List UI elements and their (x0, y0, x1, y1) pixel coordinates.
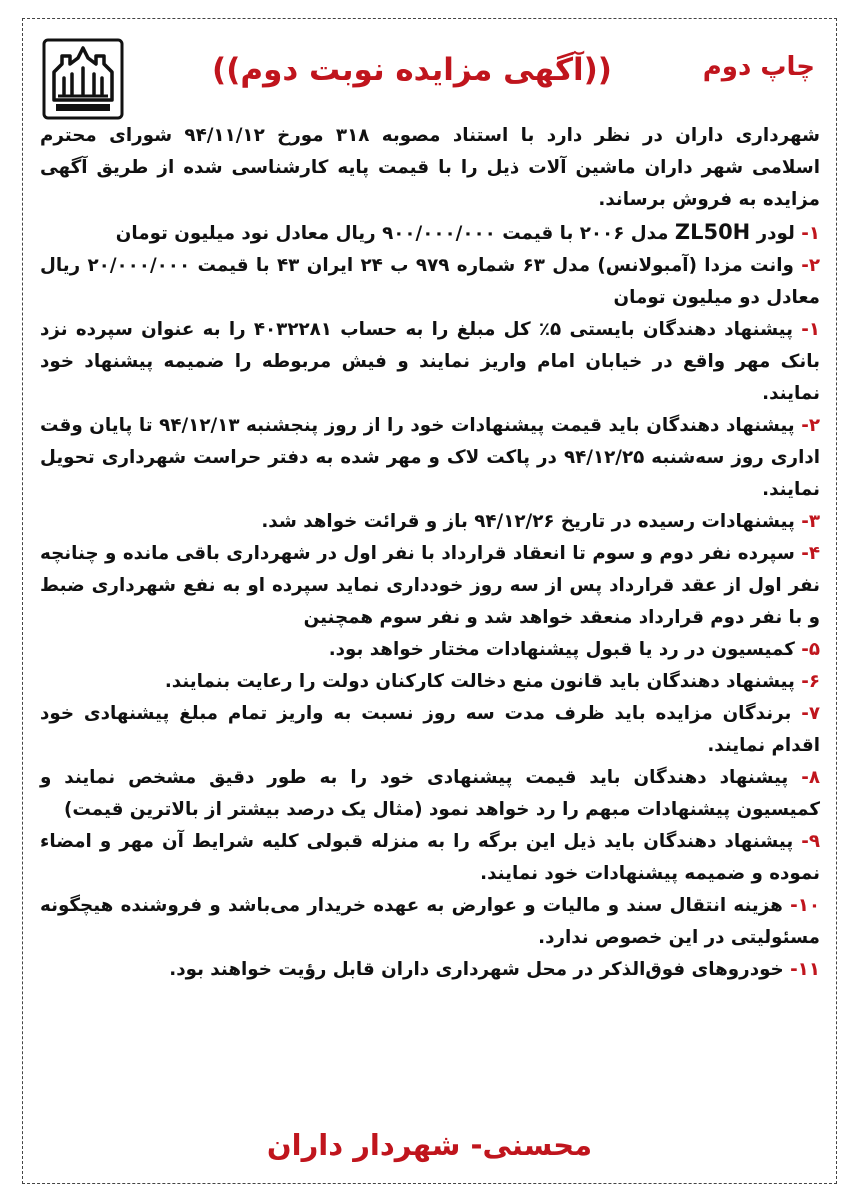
condition-number: ۷- (791, 703, 820, 724)
item-number: ۱- (794, 223, 820, 244)
condition-number: ۱۰- (782, 895, 821, 916)
condition-item (40, 954, 820, 986)
condition-text: پیشنهاد دهندگان باید ذیل این برگه را به منزله قبولی کلیه شرایط آن مهر و امضاء نموده و ضمیمه پیشنهادات خود نمایند. (40, 831, 820, 884)
condition-text: پیشنهاد دهندگان باید قیمت پیشنهادی خود را به طور دقیق مشخص نمایند و کمیسیون پیشنهادات مبهم را رد خواهد نمود (مثال یک درصد بیشتر از بالاترین قیمت) (40, 767, 820, 820)
condition-number: ۲- (794, 415, 820, 436)
condition-text: برندگان مزایده باید ظرف مدت سه روز نسبت به واریز تمام مبلغ پیشنهادی خود اقدام نمایند. (40, 703, 820, 756)
condition-text: خودروهای فوق‌الذکر در محل شهرداری داران قابل رؤیت خواهند بود. (169, 959, 784, 980)
condition-text: پیشنهادات رسیده در تاریخ ۹۴/۱۲/۲۶ باز و قرائت خواهد شد. (261, 511, 795, 532)
notice-body (40, 120, 820, 986)
municipality-logo-icon (42, 38, 124, 120)
condition-number: ۳- (794, 511, 820, 532)
condition-text: کمیسیون در رد یا قبول پیشنهادات مختار خواهد بود. (328, 639, 795, 660)
notice-header (22, 22, 837, 122)
list-item (40, 216, 820, 250)
condition-number: ۱- (793, 319, 821, 340)
condition-number: ۴- (794, 543, 821, 564)
condition-item (40, 666, 820, 698)
item-text-pre: لودر (750, 223, 795, 244)
condition-text: پیشنهاد دهندگان باید قیمت پیشنهادات خود را از روز پنجشنبه ۹۴/۱۲/۱۳ تا پایان وقت اداری روز سه‌شنبه ۹۴/۱۲/۲۵ در پاکت لاک و مهر شده به دفتر حراست شهرداری تحویل نمایند. (40, 415, 820, 500)
item-number: ۲- (793, 255, 820, 276)
condition-number: ۱۱- (783, 959, 820, 980)
item-text-post: مدل ۲۰۰۶ با قیمت ۹۰۰/۰۰۰/۰۰۰ ریال معادل نود میلیون تومان (115, 223, 675, 244)
intro-paragraph: شهرداری داران در نظر دارد با استناد مصوبه ۳۱۸ مورخ ۹۴/۱۱/۱۲ شورای محترم اسلامی شهر داران ماشین آلات ذیل را با قیمت پایه کارشناسی شده از طریق آگهی مزایده به فروش برساند. (40, 125, 820, 210)
condition-text: هزینه انتقال سند و مالیات و عوارض به عهده خریدار می‌باشد و فروشنده هیچگونه مسئولیتی در این خصوص ندارد. (40, 895, 820, 948)
signature-line: محسنی- شهردار داران (266, 1128, 593, 1162)
notice-title: ((آگهی مزایده نوبت دوم)) (212, 52, 612, 88)
condition-text: پیشنهاد دهندگان بایستی ۵٪ کل مبلغ را به حساب ۴۰۳۲۲۸۱ را به عنوان سپرده نزد بانک مهر واقع در خیابان امام واریز نمایند و فیش مربوطه را ضمیمه پیشنهاد خود نمایند. (40, 319, 820, 404)
condition-item (40, 698, 820, 762)
condition-number: ۹- (793, 831, 820, 852)
condition-item (40, 538, 820, 634)
condition-item (40, 826, 820, 890)
condition-number: ۵- (794, 639, 820, 660)
list-item (40, 250, 820, 314)
item-text: وانت مزدا (آمبولانس) مدل ۶۳ شماره ۹۷۹ ب ۲۴ ایران ۴۳ با قیمت ۲۰/۰۰۰/۰۰۰ ریال معادل دو میلیون تومان (40, 255, 820, 308)
condition-item (40, 634, 820, 666)
condition-number: ۶- (794, 671, 820, 692)
condition-number: ۸- (788, 767, 820, 788)
condition-item (40, 762, 820, 826)
condition-text: سپرده نفر دوم و سوم تا انعقاد قرارداد با نفر اول در شهرداری باقی مانده و چنانچه نفر اول از عقد قرارداد پس از سه روز خودداری نماید سپرده او به نفع شهرداری ضبط و با نفر دوم قرارداد منعقد خواهد شد و نفر سوم همچنین (40, 543, 820, 628)
condition-item (40, 890, 820, 954)
condition-item (40, 314, 820, 410)
condition-text: پیشنهاد دهندگان باید قانون منع دخالت کارکنان دولت را رعایت بنمایند. (164, 671, 795, 692)
print-edition-label: چاپ دوم (702, 52, 815, 82)
item-model: ZL50H (674, 220, 751, 244)
condition-item (40, 410, 820, 506)
condition-item (40, 506, 820, 538)
